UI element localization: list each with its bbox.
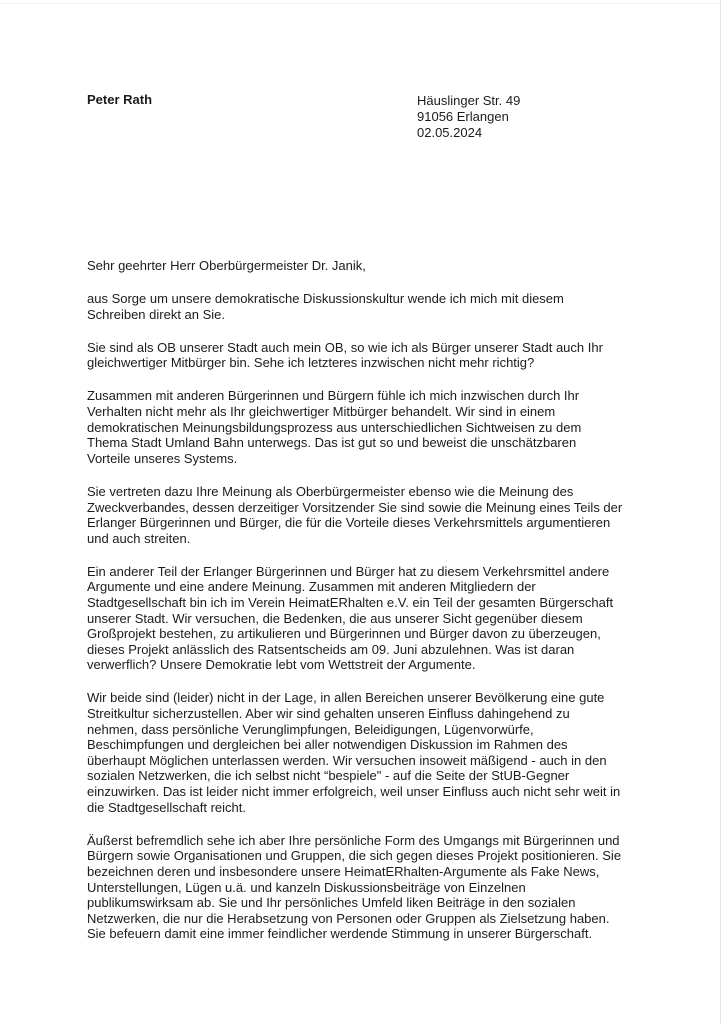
- paragraph-line: verwerflich? Unsere Demokratie lebt vom Wettstreit der Argumente.: [87, 657, 476, 673]
- paragraph-line: Bürgern sowie Organisationen und Gruppen, die sich gegen dieses Projekt positionieren. Sie: [87, 848, 622, 864]
- paragraph-line: nehmen, dass persönliche Verunglimpfungen, Beleidigungen, Lügenvorwürfe,: [87, 721, 534, 737]
- paragraph-line: sozialen Netzwerken, die ich selbst nicht “bespiele" - auf die Seite der StUB-Gegner: [87, 768, 570, 784]
- paragraph-line: Erlanger Bürgerinnen und Bürger, die für die Vorteile dieses Verkehrsmittels argumentieren: [87, 515, 611, 531]
- paragraph-line: gleichwertiger Mitbürger bin. Sehe ich letzteres inzwischen nicht mehr richtig?: [87, 355, 535, 371]
- paragraph-line: Äußerst befremdlich sehe ich aber Ihre persönliche Form des Umgangs mit Bürgerinnen und: [87, 832, 620, 848]
- paragraph: [87, 690, 647, 815]
- paragraph-line: Streitkultur sicherzustellen. Aber wir sind gehalten unseren Einfluss dahingehend zu: [87, 706, 570, 722]
- paragraph-line: dieses Projekt anlässlich des Ratsentscheids am 09. Juni abzulehnen. Was ist daran: [87, 641, 575, 657]
- paragraph: [87, 484, 647, 546]
- paragraph-line: Schreiben direkt an Sie.: [87, 306, 226, 322]
- page-right-edge: [720, 0, 721, 1024]
- paragraph-line: Zusammen mit anderen Bürgerinnen und Bürgern fühle ich mich inzwischen durch Ihr: [87, 388, 580, 404]
- paragraph-line: publikumswirksam ab. Sie und Ihr persönliches Umfeld liken Beiträge in den sozialen: [87, 895, 576, 911]
- paragraph: [87, 388, 647, 466]
- paragraph-line: Sie befeuern damit eine immer feindlicher werdende Stimmung in unserer Bürgerschaft.: [87, 926, 593, 942]
- paragraph-line: die Stadtgesellschaft reicht.: [87, 799, 246, 815]
- paragraph-line: überhaupt Möglichen unterlassen werden. Wir versuchen insoweit mäßigend - auch in den: [87, 752, 607, 768]
- paragraph-line: Netzwerken, die nur die Herabsetzung von Personen oder Gruppen als Zielsetzung haben.: [87, 910, 610, 926]
- paragraph: [87, 833, 647, 942]
- paragraph-line: Ein anderer Teil der Erlanger Bürgerinnen und Bürger hat zu diesem Verkehrsmittel andere: [87, 563, 610, 579]
- paragraph-line: Sie vertreten dazu Ihre Meinung als Oberbürgermeister ebenso wie die Meinung des: [87, 483, 574, 499]
- paragraph: [87, 291, 647, 322]
- paragraph: [87, 340, 647, 371]
- paragraph-line: bezeichnen deren und insbesondere unsere HeimatERhalten-Argumente als Fake News,: [87, 863, 600, 879]
- paragraph-line: und auch streiten.: [87, 530, 191, 546]
- letter-date: 02.05.2024: [417, 125, 483, 140]
- address-street: Häuslinger Str. 49: [417, 93, 521, 108]
- paragraph-line: Stadtgesellschaft bin ich im Verein HeimatERhalten e.V. ein Teil der gesamten Bürgerschaft: [87, 595, 614, 610]
- paragraph-line: einzuwirken. Das ist leider nicht immer erfolgreich, weil unser Einfluss auch nicht sehr weit in: [87, 784, 621, 800]
- paragraph-line: Zweckverbandes, dessen derzeitiger Vorsitzender Sie sind sowie die Meinung eines Teils der: [87, 499, 623, 515]
- paragraph-line: aus Sorge um unsere demokratische Diskussionskultur wende ich mich mit diesem: [87, 291, 564, 307]
- salutation-line: Sehr geehrter Herr Oberbürgermeister Dr. Janik,: [87, 258, 366, 273]
- paragraph-line: Unterstellungen, Lügen u.ä. und kanzeln Diskussionsbeiträge von Einzelnen: [87, 879, 526, 895]
- paragraph-line: Verhalten nicht mehr als Ihr gleichwertiger Mitbürger behandelt. Wir sind in einem: [87, 404, 556, 420]
- address-block: [417, 93, 520, 141]
- address-city: 91056 Erlangen: [417, 109, 509, 124]
- paragraph-line: Thema Stadt Umland Bahn unterwegs. Das ist gut so und beweist die unschätzbaren: [87, 435, 577, 451]
- paragraph-line: Beschimpfungen und dergleichen bei aller notwendigen Diskussion im Rahmen des: [87, 737, 568, 753]
- paragraph: [87, 564, 647, 673]
- salutation: [87, 258, 647, 274]
- sender-name: Peter Rath: [87, 92, 153, 107]
- paragraph-line: Großprojekt bestehen, zu artikulieren und Bürgerinnen und Bürger davon zu überzeugen,: [87, 626, 601, 642]
- paragraphs-container: [87, 291, 647, 942]
- paragraph-line: Wir beide sind (leider) nicht in der Lage, in allen Bereichen unserer Bevölkerung eine gute: [87, 690, 605, 706]
- paragraph-line: Sie sind als OB unserer Stadt auch mein OB, so wie ich als Bürger unserer Stadt auch Ihr: [87, 339, 603, 355]
- paragraph-line: Vorteile unseres Systems.: [87, 450, 238, 466]
- page-top-edge: [0, 3, 720, 4]
- paragraph-line: demokratischen Meinungsbildungsprozess aus unterschiedlichen Sichtweisen zu dem: [87, 419, 582, 435]
- letter-body: [87, 258, 647, 959]
- paragraph-line: Argumente und eine andere Meinung. Zusammen mit anderen Mitgliedern der: [87, 579, 536, 595]
- paragraph-line: unserer Stadt. Wir versuchen, die Bedenken, die aus unserer Sicht gegenüber diesem: [87, 610, 583, 626]
